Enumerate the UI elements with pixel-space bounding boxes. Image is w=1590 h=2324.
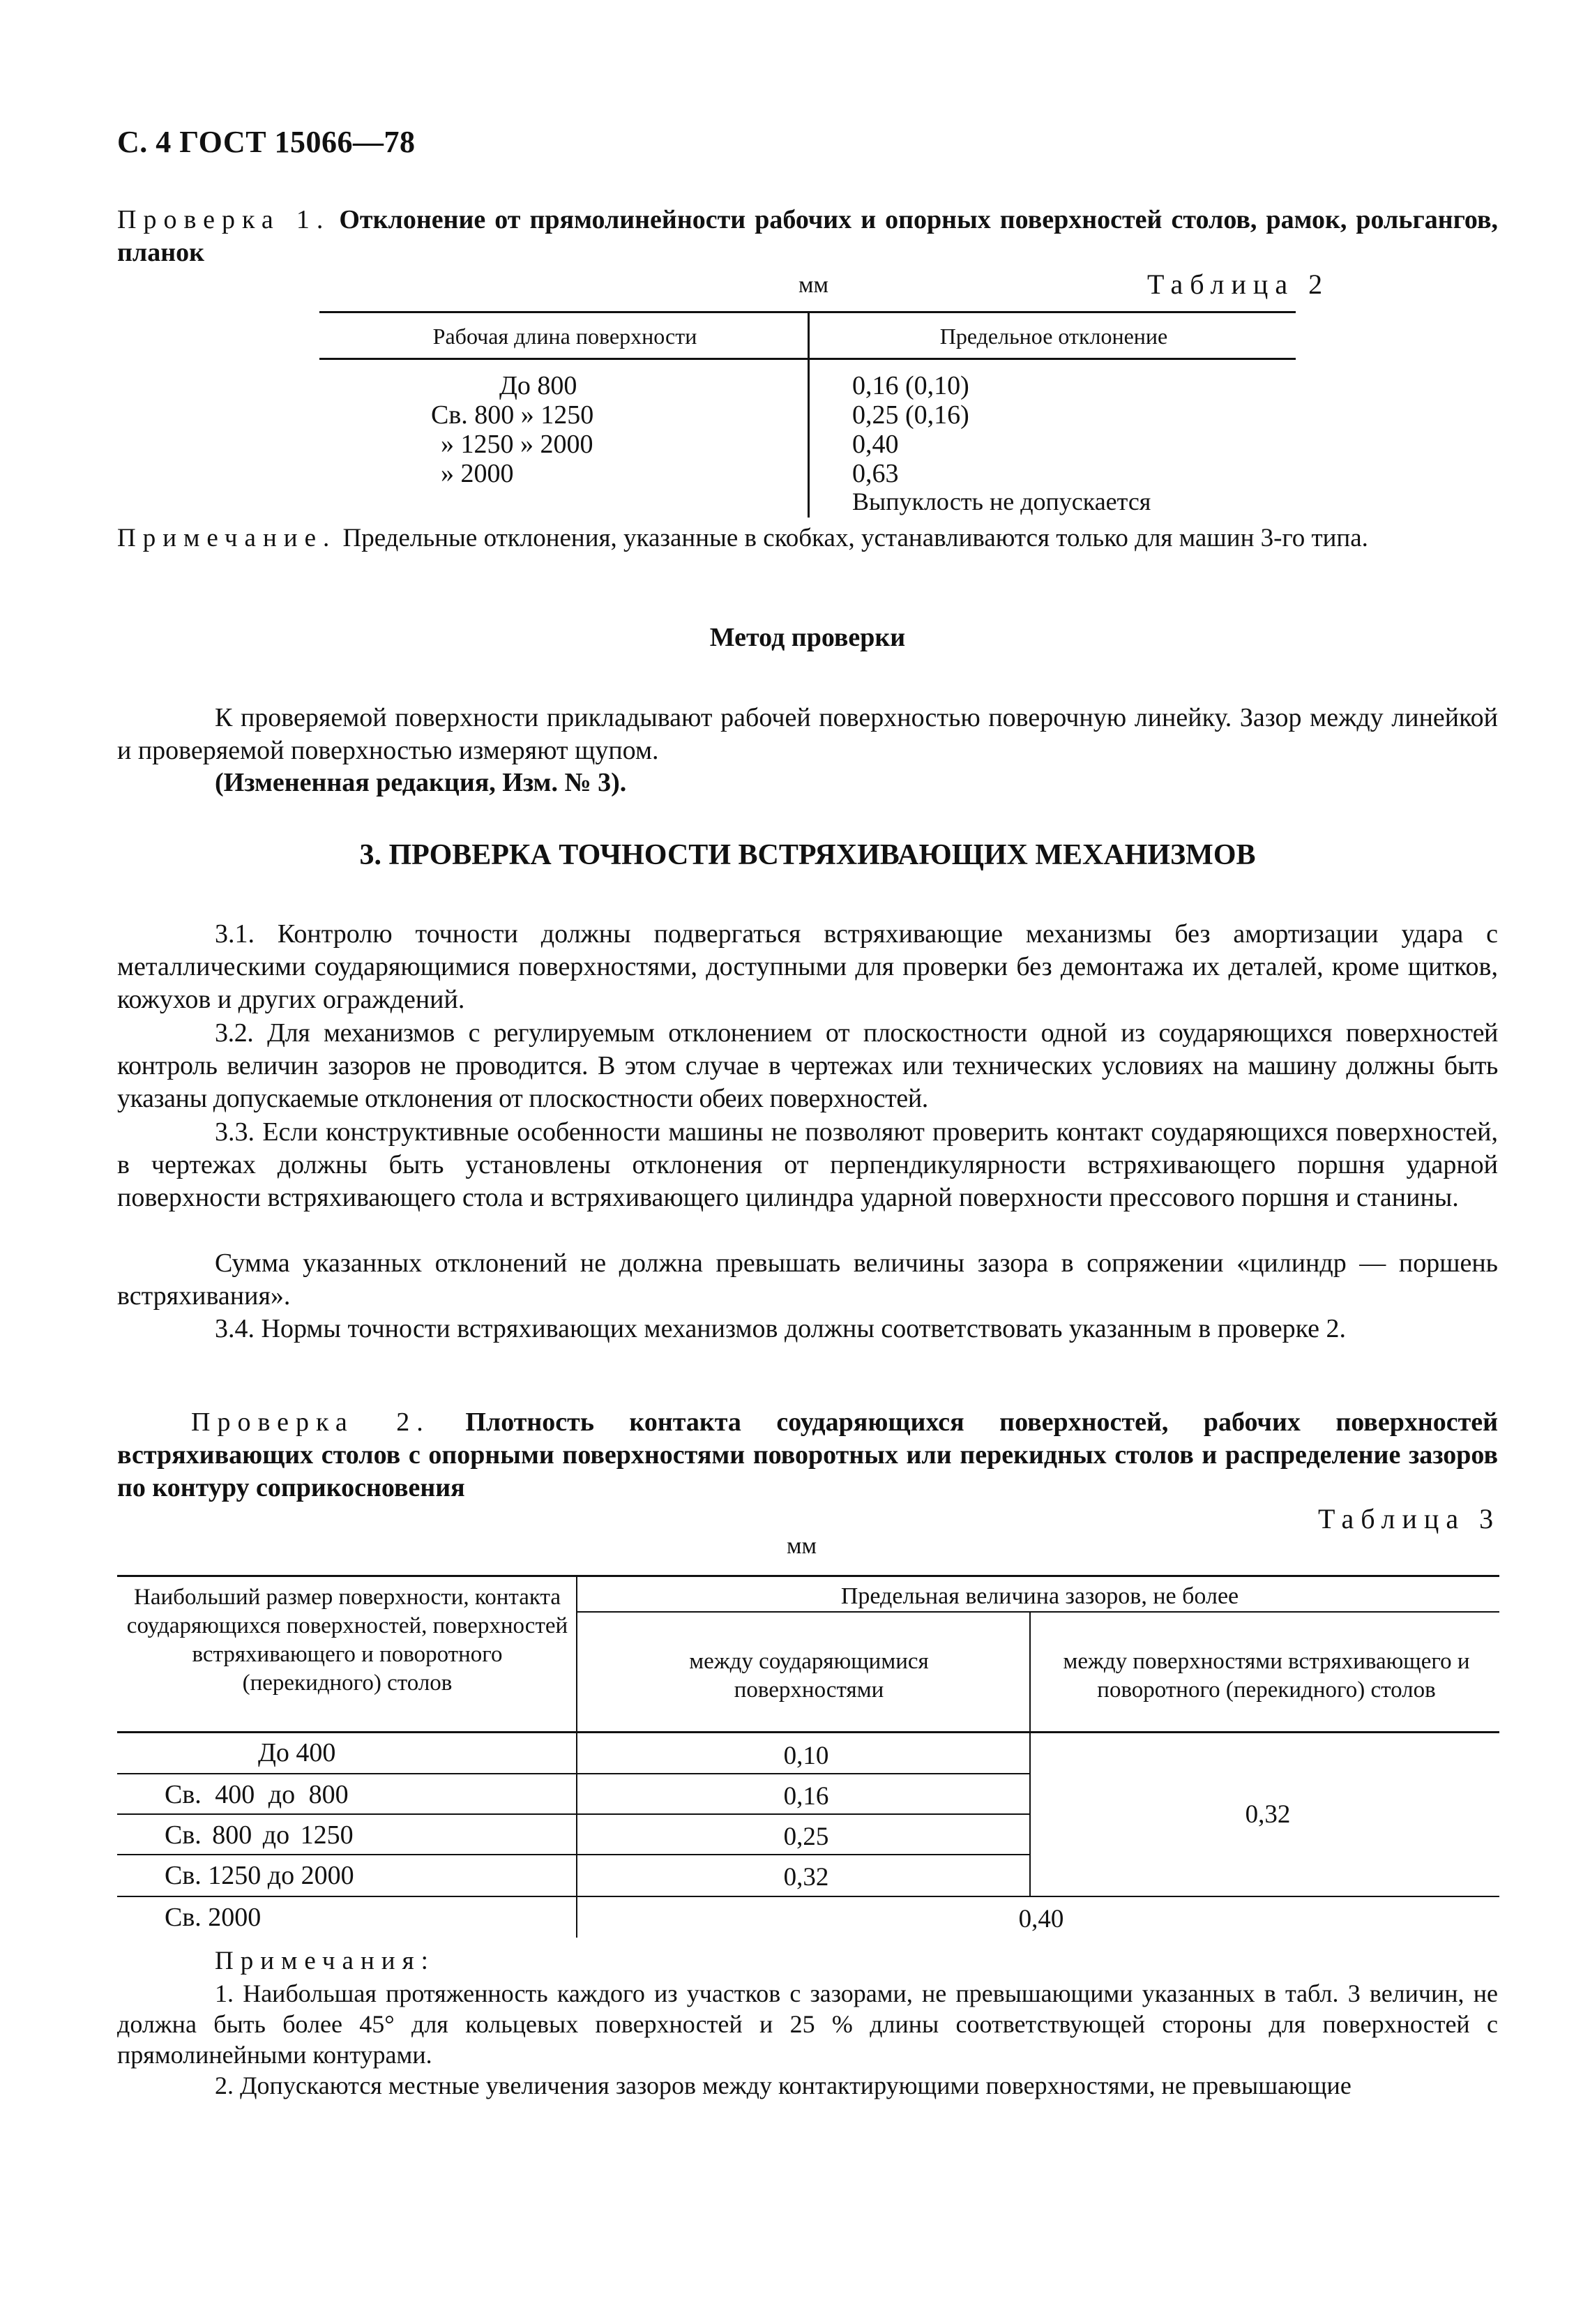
table2-note	[117, 522, 1498, 554]
paragraph-3-4: 3.4. Нормы точности встряхивающих механизмов должны соответствовать указанным в проверке 2.	[215, 1314, 1347, 1343]
check2-label: Проверка 2.	[191, 1408, 430, 1437]
table2-row-dev: 0,25 (0,16)	[852, 400, 969, 430]
table3-last-row-value: 0,40	[1018, 1905, 1064, 1933]
method-text: К проверяемой поверхности прикладывают рабочей поверхностью поверочную линейку. Зазор между линейкой и проверяемой поверхностью измеряют щупом.	[117, 703, 1498, 765]
table3-row-size: Св. 1250 до 2000	[165, 1861, 354, 1890]
table3-col2-header: между соударяющимися поверхностями	[689, 1649, 929, 1703]
table2-unit: мм	[798, 272, 829, 298]
table3-row-gap: 0,32	[783, 1863, 829, 1892]
page-header: С. 4 ГОСТ 15066—78	[117, 125, 416, 159]
paragraph-3-3-sum: Сумма указанных отклонений не должна превышать величины зазора в сопряжении «цилиндр — поршень встряхивания».	[117, 1248, 1498, 1311]
table3-row-rule	[117, 1773, 1031, 1774]
table2-row-len: До 800	[499, 371, 577, 400]
check2-heading	[117, 1406, 1498, 1504]
table3-col1-header: Наибольший размер поверхности, контакта соударяющихся поверхностей, поверхностей встряхивающего и поворотного (перекидного) столов	[126, 1585, 568, 1696]
paragraph-3-1: 3.1. Контролю точности должны подвергаться встряхивающие механизмы без амортизации удара с металлическими соударяющимися поверхностями, доступными для проверки без демонтажа их деталей, кроме щитков, кожухов и других ограждений.	[117, 919, 1498, 1014]
table3-col-divider	[576, 1575, 577, 1938]
table2-row-len: » 2000	[441, 459, 514, 488]
table2-row-len: » 1250 » 2000	[441, 430, 593, 459]
table3-row-gap: 0,25	[783, 1823, 829, 1851]
table2-col-divider	[808, 311, 810, 518]
section3-title: 3. ПРОВЕРКА ТОЧНОСТИ ВСТРЯХИВАЮЩИХ МЕХАНИЗМОВ	[359, 839, 1256, 871]
table2-extra-note: Выпуклость не допускается	[852, 488, 1151, 515]
table2-note-label: Примечание.	[117, 524, 337, 552]
table3-group-header: Предельная величина зазоров, не более	[840, 1583, 1239, 1609]
note-1: 1. Наибольшая протяженность каждого из участков с зазорами, не превышающими указанных в табл. 3 величин, не должна быть более 45° для кольцевых поверхностей и 25 % длины соответствующей стороны для поверхностей с прямолинейными контурами.	[117, 1979, 1498, 2069]
note-2: 2. Допускаются местные увеличения зазоров между контактирующими поверхностями, не превышающие	[215, 2072, 1352, 2099]
method-title: Метод проверки	[709, 623, 906, 652]
revision-note: (Измененная редакция, Изм. № 3).	[215, 768, 627, 797]
table3-row-rule	[117, 1813, 1031, 1815]
check2-title: Плотность контакта соударяющихся поверхностей, рабочих поверхностей встряхивающих столов с опорными поверхностями поворотных или перекидных столов и распределение зазоров по контуру соприкосновения	[117, 1408, 1499, 1502]
table3-row-size: Св. 400 до 800	[165, 1780, 349, 1809]
check1-heading	[117, 204, 1498, 269]
table3-row-size: До 400	[258, 1738, 336, 1767]
table3-row-size: Св. 800 до 1250	[165, 1820, 354, 1850]
table2-row-dev: 0,16 (0,10)	[852, 371, 969, 400]
table2-note-text: Предельные отклонения, указанные в скобках, устанавливаются только для машин 3-го типа.	[342, 524, 1368, 552]
table3-unit: мм	[787, 1533, 817, 1559]
table3-top-rule	[117, 1575, 1499, 1577]
table3-header-rule	[117, 1731, 1499, 1733]
paragraph-3-3: 3.3. Если конструктивные особенности машины не позволяют проверить контакт соударяющихся поверхностей, в чертежах должны быть установлены отклонения от перпендикулярности встряхивающего поршня ударной поверхности встряхивающего стола и встряхивающего цилиндра ударной поверхности прессового поршня и станины.	[117, 1117, 1498, 1212]
table3-label: Таблица 3	[1318, 1503, 1501, 1534]
table2-col1-header: Рабочая длина поверхности	[432, 324, 697, 349]
paragraph-3-2: 3.2. Для механизмов с регулируемым отклонением от плоскостности одной из соударяющихся поверхностей контроль величин зазоров не проводится. В этом случае в чертежах или технических условиях на машину должны быть указаны допускаемые отклонения от плоскостности обеих поверхностей.	[117, 1018, 1498, 1113]
table2-row-dev: 0,63	[852, 459, 899, 488]
table2-row-dev: 0,40	[852, 430, 899, 459]
table3-group-rule	[576, 1611, 1499, 1613]
table3-col3-header: между поверхностями встряхивающего и поворотного (перекидного) столов	[1063, 1649, 1470, 1703]
table2-label: Таблица 2	[1147, 269, 1330, 300]
table3-row-rule	[117, 1896, 1499, 1897]
table3-col-divider	[1029, 1611, 1031, 1896]
table3-last-row-size: Св. 2000	[165, 1903, 262, 1932]
table2-col2-header: Предельное отклонение	[939, 324, 1168, 349]
check1-label: Проверка 1.	[117, 205, 331, 234]
table3-row-gap: 0,10	[783, 1742, 829, 1770]
table2-row-len: Св. 800 » 1250	[431, 400, 594, 430]
table3-row-gap: 0,16	[783, 1782, 829, 1811]
notes-label: Примечания:	[215, 1947, 435, 1975]
check1-title: Отклонение от прямолинейности рабочих и опорных поверхностей столов, рамок, рольгангов, планок	[117, 205, 1498, 267]
table3-merged-value: 0,32	[1245, 1800, 1291, 1829]
table3-row-rule	[117, 1854, 1031, 1855]
